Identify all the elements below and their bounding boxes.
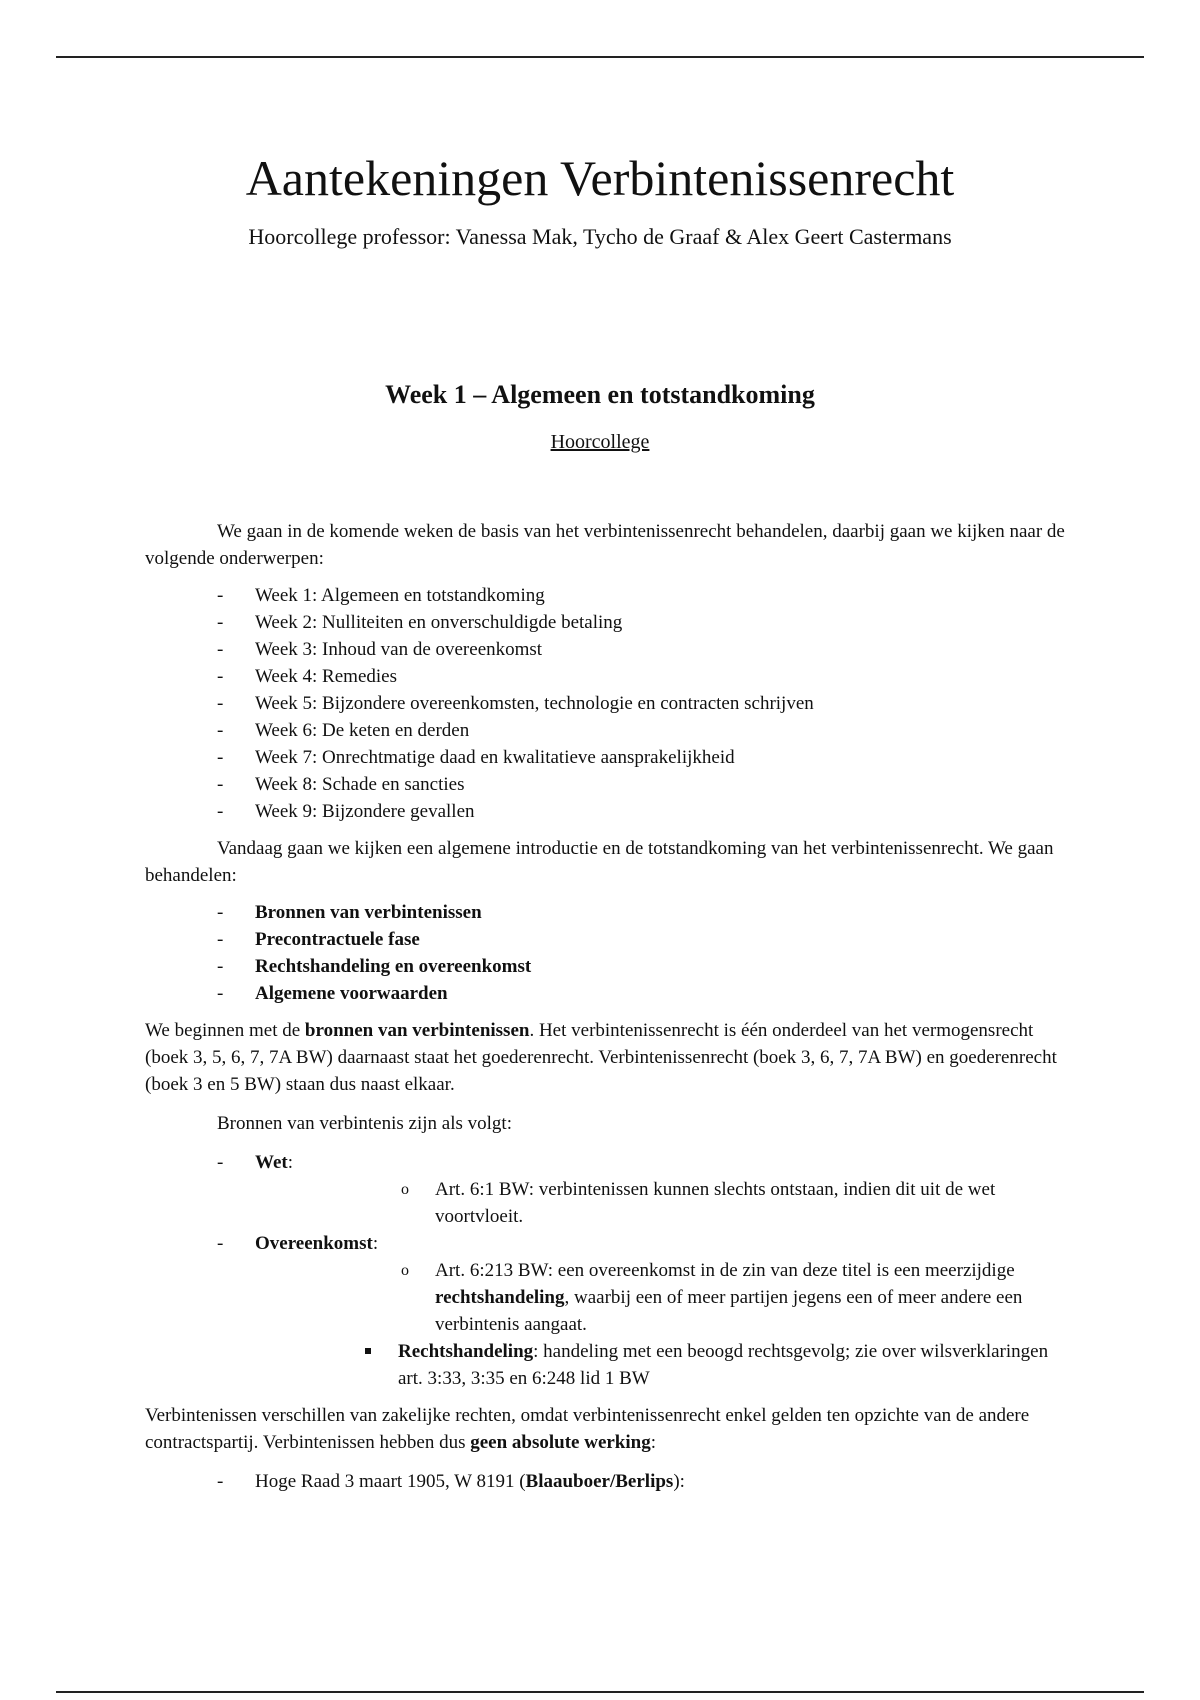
list-item: - Week 6: De keten en derden bbox=[145, 717, 1065, 744]
week-heading: Week 1 – Algemeen en totstandkoming bbox=[385, 380, 815, 409]
list-item: - Wet: o Art. 6:1 BW: verbintenissen kunnen slechts ontstaan, indien dit uit de wet voortvloeit. bbox=[145, 1149, 1065, 1230]
sub-sub-list bbox=[145, 1338, 1065, 1392]
top-rule bbox=[56, 56, 1144, 58]
bottom-rule bbox=[56, 1691, 1144, 1693]
topic-list bbox=[145, 899, 1065, 1007]
sources-list bbox=[145, 1149, 1065, 1338]
section-label: Hoorcollege bbox=[550, 431, 650, 453]
week-list bbox=[145, 582, 1065, 825]
list-item: - Week 2: Nulliteiten en onverschuldigde betaling bbox=[145, 609, 1065, 636]
list-item: - Precontractuele fase bbox=[145, 926, 1065, 953]
sub-sub-list-item: Rechtshandeling: handeling met een beoogd rechtsgevolg; zie over wilsverklaringen art. 3:33, 3:35 en 6:248 lid 1 BW bbox=[145, 1338, 1065, 1392]
case-list bbox=[145, 1468, 1065, 1495]
list-item: - Week 4: Remedies bbox=[145, 663, 1065, 690]
sources-intro: Bronnen van verbintenis zijn als volgt: bbox=[217, 1113, 512, 1134]
intro-paragraph: We gaan in de komende weken de basis van het verbintenissenrecht behandelen, daarbij gaan we kijken naar de volgende onderwerpen: bbox=[145, 521, 1065, 569]
today-paragraph: Vandaag gaan we kijken een algemene introductie en de totstandkoming van het verbintenissenrecht. We gaan behandelen: bbox=[145, 838, 1054, 886]
absolute-paragraph: Verbintenissen verschillen van zakelijke rechten, omdat verbintenissenrecht enkel gelden ten opzichte van de andere contractspartij. Verbintenissen hebben dus geen absolute werking: bbox=[145, 1405, 1030, 1453]
list-item: - Hoge Raad 3 maart 1905, W 8191 (Blaauboer/Berlips): bbox=[145, 1468, 1065, 1495]
document-title: Aantekeningen Verbintenissenrecht bbox=[245, 150, 955, 206]
list-item: - Rechtshandeling en overeenkomst bbox=[145, 953, 1065, 980]
list-item: - Week 3: Inhoud van de overeenkomst bbox=[145, 636, 1065, 663]
list-item: - Week 8: Schade en sancties bbox=[145, 771, 1065, 798]
list-item: - Overeenkomst: o Art. 6:213 BW: een overeenkomst in de zin van deze titel is een meerzijdige rechtshandeling, waarbij een of meer partijen jegens een of meer andere een verbintenis aangaat. bbox=[145, 1230, 1065, 1338]
document-body bbox=[145, 518, 1065, 1495]
list-item: - Week 7: Onrechtmatige daad en kwalitatieve aansprakelijkheid bbox=[145, 744, 1065, 771]
list-item: - Week 1: Algemeen en totstandkoming bbox=[145, 582, 1065, 609]
sub-list-item: o Art. 6:1 BW: verbintenissen kunnen slechts ontstaan, indien dit uit de wet voortvloeit. bbox=[255, 1176, 1065, 1230]
document-subtitle: Hoorcollege professor: Vanessa Mak, Tycho de Graaf & Alex Geert Castermans bbox=[248, 224, 952, 249]
list-item: - Week 9: Bijzondere gevallen bbox=[145, 798, 1065, 825]
list-item: - Bronnen van verbintenissen bbox=[145, 899, 1065, 926]
list-item: - Week 5: Bijzondere overeenkomsten, technologie en contracten schrijven bbox=[145, 690, 1065, 717]
list-item: - Algemene voorwaarden bbox=[145, 980, 1065, 1007]
bronnen-paragraph: We beginnen met de bronnen van verbintenissen. Het verbintenissenrecht is één onderdeel van het vermogensrecht (boek 3, 5, 6, 7, 7A BW) daarnaast staat het goederenrecht. Verbintenissenrecht (boek 3, 6, 7, 7A BW) en goederenrecht (boek 3 en 5 BW) staan dus naast elkaar. bbox=[145, 1020, 1057, 1095]
sub-list-item: o Art. 6:213 BW: een overeenkomst in de zin van deze titel is een meerzijdige rechtshandeling, waarbij een of meer partijen jegens een of meer andere een verbintenis aangaat. bbox=[255, 1257, 1065, 1338]
